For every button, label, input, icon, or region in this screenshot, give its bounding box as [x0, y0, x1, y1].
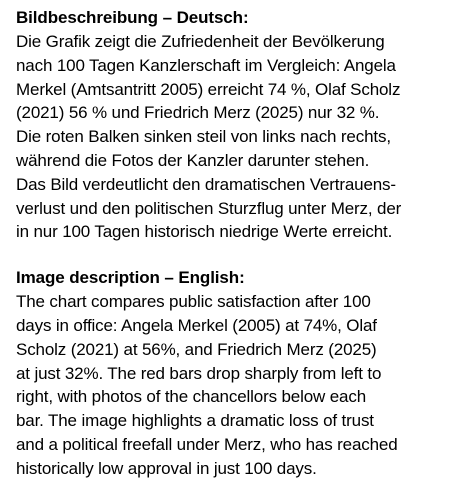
english-heading: Image description – English: — [16, 268, 245, 288]
german-description-section — [16, 6, 452, 244]
german-line: Die roten Balken sinken steil von links nach rechts, — [16, 127, 391, 147]
english-line: bar. The image highlights a dramatic loss of trust — [16, 411, 374, 431]
german-line: verlust und den politischen Sturzflug unter Merz, der — [16, 198, 402, 218]
english-line: right, with photos of the chancellors below each — [16, 387, 367, 407]
german-paragraph — [16, 30, 452, 244]
german-line: Das Bild verdeutlicht den dramatischen Vertrauens- — [16, 174, 396, 194]
german-heading: Bildbeschreibung – Deutsch: — [16, 8, 249, 27]
german-line: nach 100 Tagen Kanzlerschaft im Vergleich: Angela — [16, 55, 396, 75]
german-line: Die Grafik zeigt die Zufriedenheit der Bevölkerung — [16, 32, 385, 51]
english-line: at just 32%. The red bars drop sharply from left to — [16, 363, 382, 383]
german-line: (2021) 56 % und Friedrich Merz (2025) nur 32 %. — [16, 103, 380, 123]
english-line: The chart compares public satisfaction after 100 — [16, 292, 371, 312]
english-description-section — [16, 266, 452, 480]
english-line: days in office: Angela Merkel (2005) at 74%, Olaf — [16, 315, 377, 335]
german-line: Merkel (Amtsantritt 2005) erreicht 74 %, Olaf Scholz — [16, 79, 401, 99]
german-line: während die Fotos der Kanzler darunter stehen. — [16, 150, 370, 170]
german-line: in nur 100 Tagen historisch niedrige Werte erreicht. — [16, 222, 393, 242]
english-line: Scholz (2021) at 56%, and Friedrich Merz (2025) — [16, 339, 377, 359]
english-line: and a political freefall under Merz, who has reached — [16, 434, 398, 454]
english-paragraph — [16, 290, 452, 480]
english-line: historically low approval in just 100 days. — [16, 458, 317, 478]
